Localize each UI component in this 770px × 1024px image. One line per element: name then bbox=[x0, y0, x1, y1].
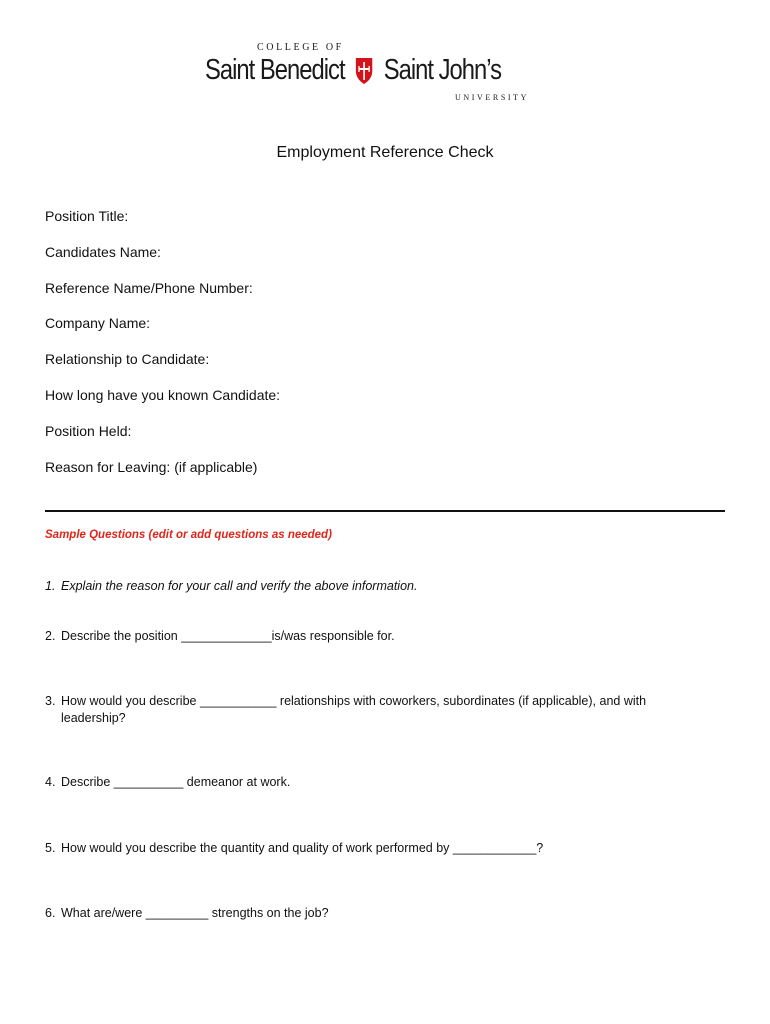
field-reason-for-leaving: Reason for Leaving: (if applicable) bbox=[45, 458, 258, 475]
field-candidates-name: Candidates Name: bbox=[45, 243, 161, 260]
question-text: Describe __________ demeanor at work. bbox=[61, 775, 291, 789]
question-number: 4. bbox=[45, 775, 56, 789]
field-position-held: Position Held: bbox=[45, 422, 132, 439]
question-1 bbox=[45, 578, 735, 595]
question-5 bbox=[45, 840, 735, 857]
question-text: What are/were _________ strengths on the job? bbox=[61, 906, 329, 920]
question-text-continuation: leadership? bbox=[61, 711, 126, 725]
shield-cross-icon bbox=[355, 57, 373, 85]
question-text: How would you describe ___________ relationships with coworkers, subordinates (if applicable), and with bbox=[61, 694, 647, 708]
logo-saint-johns: Saint John’s bbox=[383, 54, 502, 86]
question-text: Explain the reason for your call and verify the above information. bbox=[61, 579, 418, 593]
field-company-name: Company Name: bbox=[45, 315, 151, 332]
document-title: Employment Reference Check bbox=[276, 144, 494, 161]
question-6 bbox=[45, 905, 735, 922]
reference-fields bbox=[45, 206, 280, 492]
question-2 bbox=[45, 628, 735, 645]
question-number: 5. bbox=[45, 841, 56, 855]
section-divider bbox=[45, 510, 725, 512]
question-4 bbox=[45, 774, 735, 791]
field-reference-name-phone: Reference Name/Phone Number: bbox=[45, 279, 253, 296]
college-logo bbox=[205, 40, 565, 108]
logo-college-of: COLLEGE OF bbox=[257, 42, 344, 53]
field-how-long-known: How long have you known Candidate: bbox=[45, 386, 281, 403]
question-text: Describe the position _____________is/was responsible for. bbox=[61, 629, 395, 643]
question-number: 6. bbox=[45, 906, 56, 920]
field-relationship: Relationship to Candidate: bbox=[45, 351, 210, 368]
logo-university: UNIVERSITY bbox=[455, 93, 529, 102]
logo-saint-benedict: Saint Benedict bbox=[205, 54, 345, 86]
question-text: How would you describe the quantity and quality of work performed by ____________? bbox=[61, 841, 544, 855]
question-3 bbox=[45, 693, 735, 727]
sample-questions-heading: Sample Questions (edit or add questions as needed) bbox=[45, 529, 332, 541]
question-number: 1. bbox=[45, 579, 56, 593]
question-number: 3. bbox=[45, 694, 56, 708]
logo-wordmark bbox=[205, 54, 501, 87]
field-position-title: Position Title: bbox=[45, 208, 129, 224]
question-number: 2. bbox=[45, 629, 56, 643]
